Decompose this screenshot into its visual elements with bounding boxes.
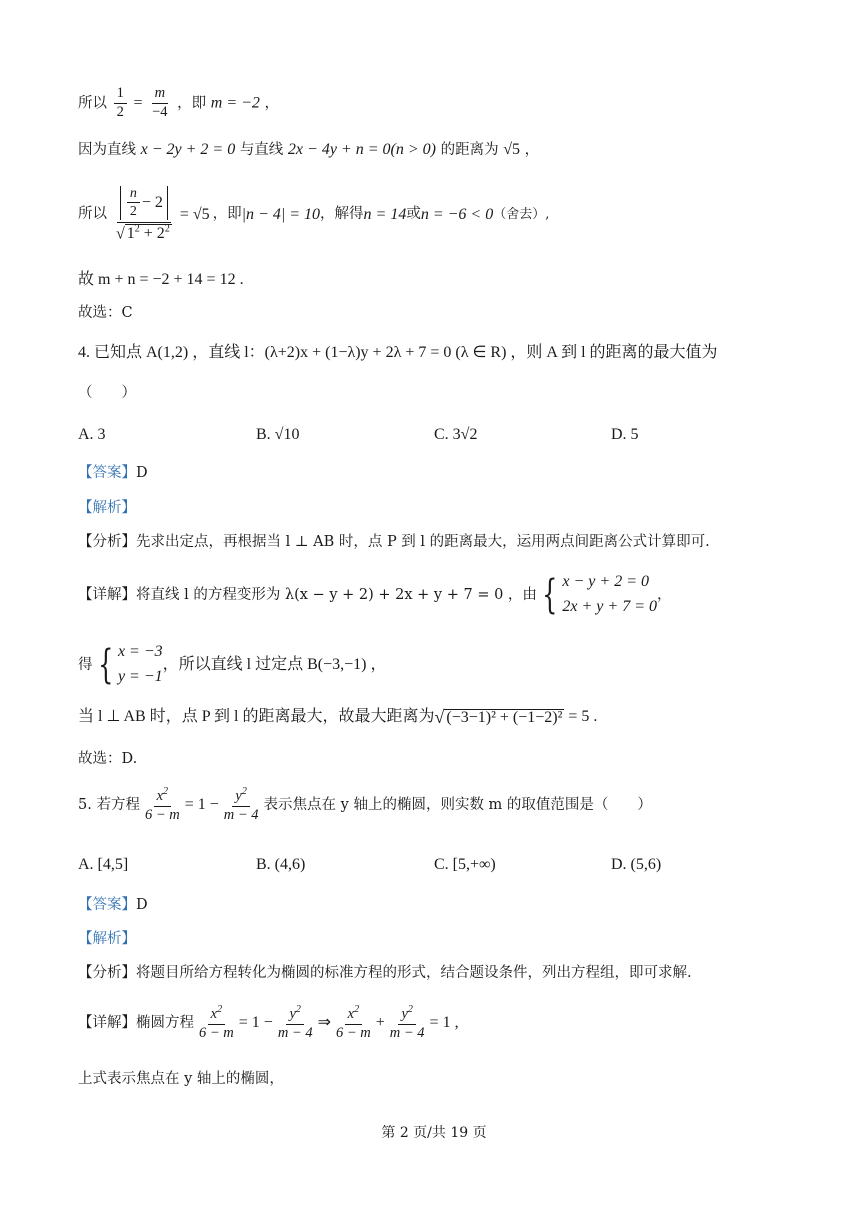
xiangjie-tag: 【详解】 <box>78 1014 136 1031</box>
math: (−3−1)² + (−1−2)² <box>446 708 563 726</box>
math: |n − 4| = 10 <box>241 205 321 223</box>
text: 先求出定点，再根据当 l ⊥ AB 时，点 P 到 l 的距离最大，运用两点间距离公式计算即可. <box>136 534 710 550</box>
text: ，即 <box>212 206 242 223</box>
q4-fenxi <box>78 535 710 550</box>
equation-system: { x − y + 2 = 0 2x + y + 7 = 0 <box>542 571 657 618</box>
q5-analysis <box>78 932 136 947</box>
text: D <box>136 465 148 481</box>
q4-stem <box>78 345 718 361</box>
q4-analysis <box>78 501 136 516</box>
text: C. [5,+∞) <box>434 856 496 873</box>
text: 当 l ⊥ AB 时，点 P 到 l 的距离最大，故最大距离为 <box>78 708 435 725</box>
q5-last <box>78 1072 284 1087</box>
q5-option-a <box>78 857 128 873</box>
text: A. 3 <box>78 426 106 443</box>
text: B. √10 <box>256 426 300 443</box>
q4-option-d <box>611 427 639 443</box>
text: 故选：C <box>78 305 133 321</box>
text: 椭圆方程 <box>136 1014 194 1031</box>
fraction: $\frac{1}{2}$ <box>114 86 127 121</box>
q5-option-b <box>256 857 305 873</box>
text: ，解得 <box>320 206 364 223</box>
q5-xiangjie: 【详解】 椭圆方程 $\frac{x^2}{6 - m}$ = 1 − $\frac{y^2}{m - 4}$ ⇒ $\frac{x^2}{6 - m}$ + $\frac{y^2}{m - 4}$ = 1 , <box>78 1004 459 1041</box>
equation: x − y + 2 = 0 <box>562 573 649 590</box>
fraction: $\frac{x^2}{6 - m}$ <box>144 786 180 823</box>
analysis-tag: 【解析】 <box>78 931 136 947</box>
text: ， <box>656 586 672 603</box>
line-distance: 所以 $\frac{n}{2}$ − 2 √ $1^2 + 2^2$ = √5 ，即 |n − 4| = 10 ，解得 n = 14 或 n = −6 < 0 （舍去）, <box>78 186 550 243</box>
analysis-tag: 【解析】 <box>78 500 136 516</box>
line-parallel: 因为直线 x − 2y + 2 = 0 与直线 2x − 4y + n = 0(n > 0) 的距离为 √5 ， <box>78 141 540 158</box>
text: 5. 若方程 <box>78 796 140 813</box>
text: 或 <box>406 206 421 223</box>
text: 因为直线 <box>78 142 136 158</box>
text: （ ） <box>78 385 136 401</box>
text: D. 5 <box>611 426 639 443</box>
q4-choose <box>78 752 137 767</box>
math: n = −6 < 0 <box>420 205 494 223</box>
math: = 5 . <box>568 708 598 725</box>
fenxi-tag: 【分析】 <box>78 534 136 550</box>
text: 4. 已知点 A(1,2) ，直线 l：(λ+2)x + (1−λ)y + 2λ + 7 = 0 (λ ∈ R) ，则 A 到 l 的距离的最大值为 <box>78 344 718 361</box>
text: B. (4,6) <box>256 856 306 873</box>
fraction: $\frac{y^2}{m - 4}$ <box>389 1004 425 1041</box>
q4-option-a <box>78 427 106 443</box>
q4-solution <box>78 640 386 690</box>
line-ratio: 所以 $\frac{1}{2}$ = $\frac{m}{-4}$ ，即 m = −2 ， <box>78 85 280 120</box>
text: 上式表示焦点在 y 轴上的椭圆， <box>78 1071 284 1087</box>
text: 所以 <box>78 95 107 112</box>
text: D. (5,6) <box>611 856 662 873</box>
text: D <box>136 897 148 913</box>
equation-system: { x = −3 y = −1 <box>97 641 163 688</box>
answer-tag: 【答案】 <box>78 897 136 913</box>
line-choose-c <box>78 306 133 321</box>
text: （舍去）, <box>493 207 550 223</box>
q4-paren <box>78 386 136 401</box>
q4-xiangjie <box>78 570 671 620</box>
line-sum <box>78 272 244 288</box>
equation: 2x + y + 7 = 0 <box>562 597 657 615</box>
text: 得 <box>78 656 93 673</box>
q5-stem: 5. 若方程 $\frac{x^2}{6 - m}$ = 1 − $\frac{y^2}{m - 4}$ 表示焦点在 y 轴上的椭圆，则实数 m 的取值范围是（ ） <box>78 786 652 823</box>
fraction: $\frac{y^2}{m - 4}$ <box>223 786 259 823</box>
text: 将直线 l 的方程变形为 λ(x − y + 2) + 2x + y + 7 = 0 ，由 <box>136 586 537 603</box>
text: 故选：D. <box>78 751 138 767</box>
answer-tag: 【答案】 <box>78 465 136 481</box>
fraction: $\frac{x^2}{6 - m}$ <box>199 1004 234 1041</box>
q5-fenxi <box>78 966 692 981</box>
q4-answer <box>78 466 148 481</box>
fraction: $\frac{y^2}{m - 4}$ <box>277 1004 313 1041</box>
text: 所以 <box>78 206 107 223</box>
math: n = 14 <box>363 205 407 223</box>
text: 与直线 <box>239 142 284 158</box>
q4-option-b <box>256 427 299 443</box>
q4-max: 当 l ⊥ AB 时，点 P 到 l 的距离最大，故最大距离为 √ (−3−1)² + (−1−2)² = 5 . <box>78 707 598 727</box>
fraction: $\frac{m}{-4}$ <box>152 85 168 120</box>
text: 表示焦点在 y 轴上的椭圆，则实数 m 的取值范围是（ ） <box>263 796 652 813</box>
text: ，所以直线 l 过定点 B(−3,−1) ， <box>162 655 387 673</box>
q5-option-d <box>611 857 661 873</box>
page-footer: 第 2 页/共 19 页 <box>381 1125 487 1141</box>
equation: y = −1 <box>117 667 163 685</box>
distance-fraction: $\frac{n}{2}$ − 2 √ $1^2 + 2^2$ <box>116 186 170 243</box>
math: x − 2y + 2 = 0 <box>140 141 236 158</box>
math: 故 m + n = −2 + 14 = 12 . <box>78 271 244 288</box>
text: ，即 <box>177 95 207 112</box>
q4-option-c <box>434 427 477 443</box>
equation: x = −3 <box>117 643 163 660</box>
text: A. [4,5] <box>78 856 129 873</box>
text: 的距离为 <box>440 142 499 158</box>
q5-answer <box>78 898 148 913</box>
math: 2x − 4y + n = 0(n > 0) <box>287 141 436 158</box>
xiangjie-tag: 【详解】 <box>78 586 136 603</box>
math: m = −2 <box>210 94 260 112</box>
fraction: $\frac{x^2}{6 - m}$ <box>335 1004 371 1041</box>
q5-option-c <box>434 857 496 873</box>
math: √5 <box>503 141 520 158</box>
text: 将题目所给方程转化为椭圆的标准方程的形式，结合题设条件，列出方程组，即可求解. <box>136 965 692 981</box>
text: C. 3√2 <box>434 426 478 443</box>
fenxi-tag: 【分析】 <box>78 965 136 981</box>
